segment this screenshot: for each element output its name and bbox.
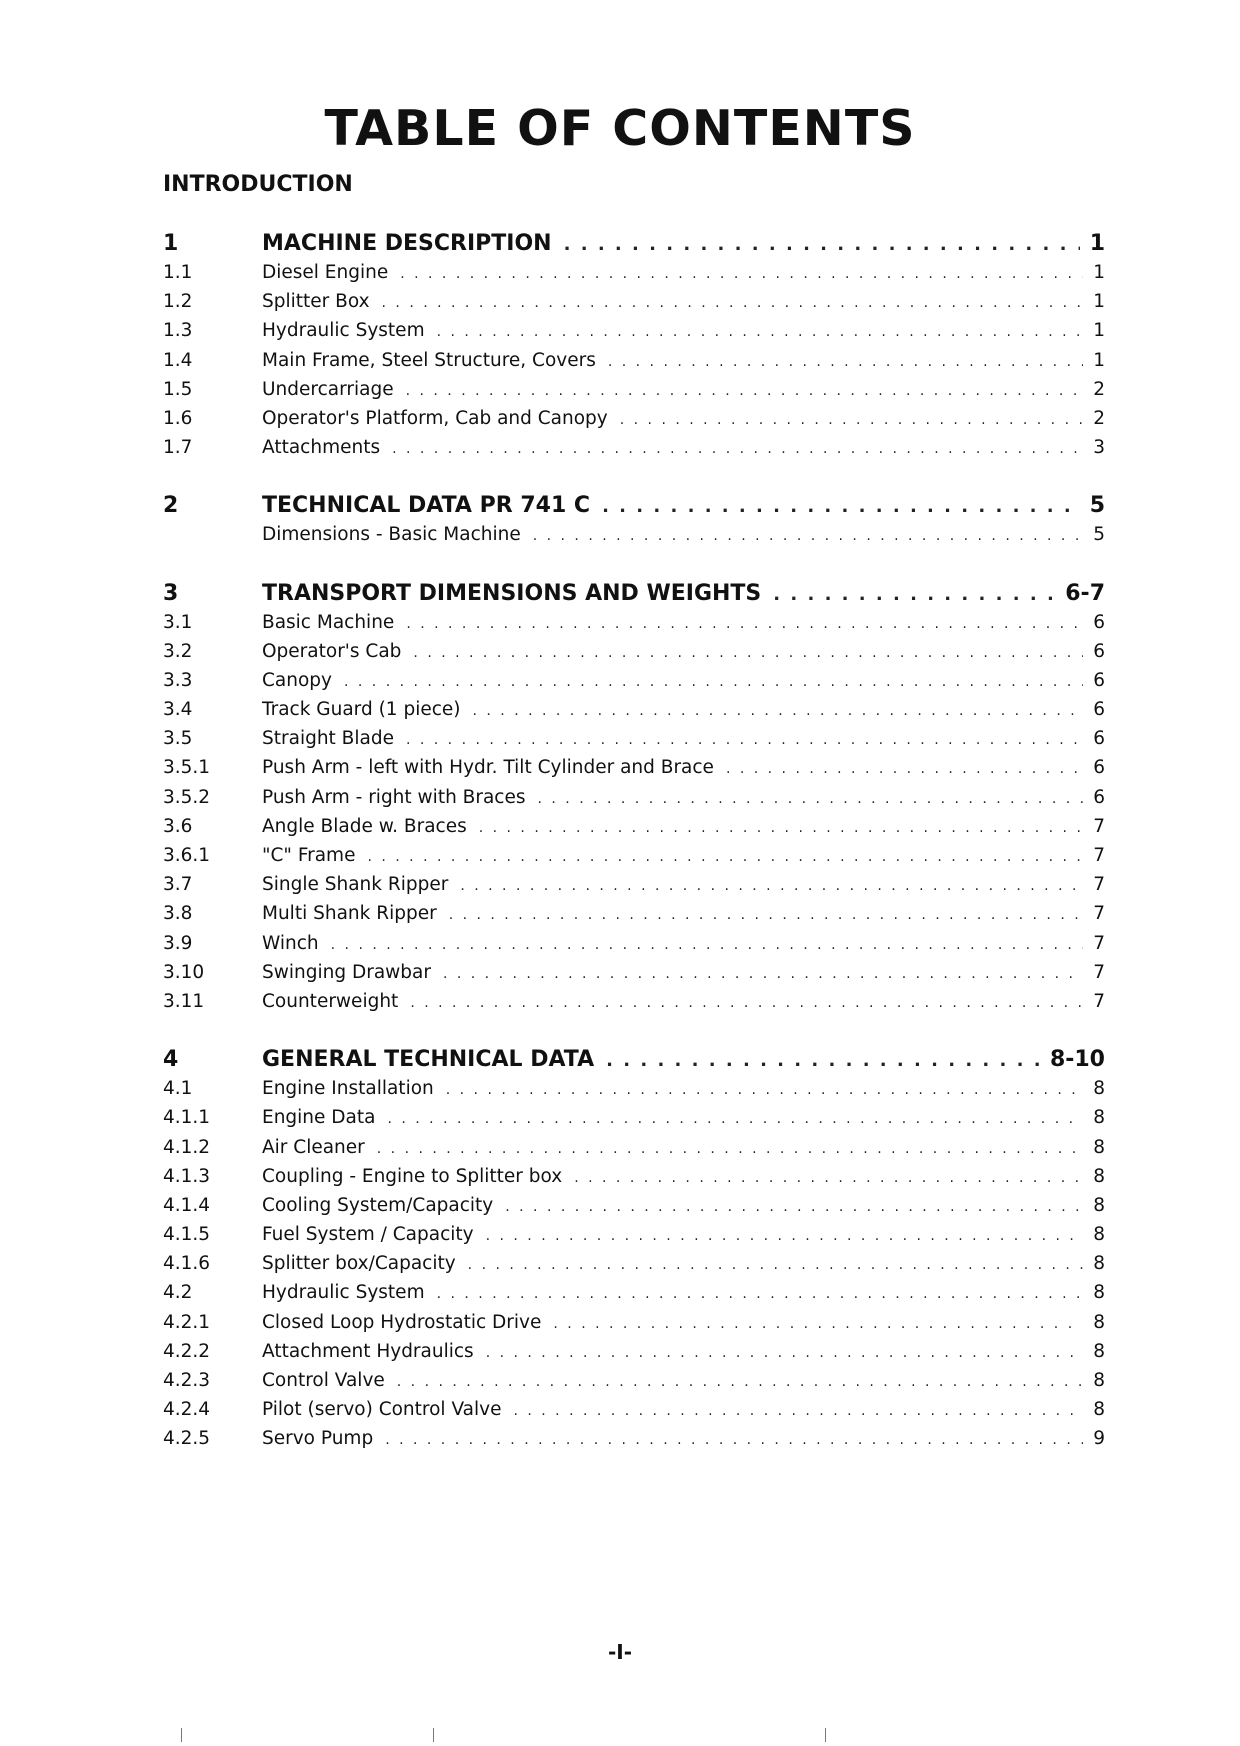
- entry-title: Control Valve: [262, 1370, 385, 1391]
- dot-leader: [460, 878, 1083, 894]
- dot-leader: [449, 907, 1084, 923]
- entry-title: Coupling - Engine to Splitter box: [262, 1165, 563, 1187]
- entry-title: Push Arm - left with Hydr. Tilt Cylinder and Brace: [262, 757, 714, 779]
- dot-leader: [385, 1432, 1083, 1448]
- entry-number: 4.1.6: [163, 1253, 211, 1275]
- entry-title: Straight Blade: [262, 728, 394, 750]
- entry-title: Servo Pump: [262, 1428, 374, 1450]
- entry-page: 5: [1093, 524, 1105, 546]
- entry-title: Dimensions - Basic Machine: [262, 524, 521, 546]
- entry-title: Splitter Box: [262, 291, 370, 313]
- section-title: MACHINE DESCRIPTION: [262, 231, 552, 256]
- dot-leader: [367, 849, 1083, 865]
- dot-leader: [538, 791, 1084, 807]
- page-title: TABLE OF CONTENTS: [324, 100, 916, 157]
- entry-number: 4.2.2: [163, 1340, 211, 1362]
- entry-page: 2: [1093, 407, 1105, 429]
- toc-entry-row: [163, 612, 1105, 641]
- dot-leader: [406, 732, 1083, 748]
- scan-mark: [181, 1728, 182, 1742]
- section-title: TRANSPORT DIMENSIONS AND WEIGHTS: [262, 580, 762, 606]
- dot-leader: [620, 412, 1083, 428]
- entry-page: 6: [1093, 728, 1105, 750]
- toc-section: [163, 231, 1105, 466]
- entry-number: 3.6: [163, 815, 193, 837]
- entry-page: 1: [1093, 291, 1105, 313]
- entry-title: Diesel Engine: [262, 262, 389, 283]
- toc-entry-row: [163, 670, 1105, 699]
- dot-leader: [486, 1345, 1084, 1361]
- entry-number: 3.5: [163, 728, 193, 750]
- entry-page: 6: [1093, 699, 1105, 721]
- toc-section: [163, 581, 1105, 1021]
- entry-number: 3.9: [163, 932, 193, 954]
- entry-page: 1: [1093, 320, 1105, 342]
- scan-mark: [433, 1728, 434, 1742]
- dot-leader: [564, 234, 1080, 255]
- entry-number: 3.4: [163, 699, 193, 721]
- dot-leader: [392, 441, 1083, 457]
- toc-entry-row: [163, 845, 1105, 874]
- dot-leader: [446, 1082, 1083, 1098]
- entry-page: 8: [1093, 1107, 1105, 1129]
- entry-title: Operator's Cab: [262, 640, 402, 662]
- toc-entry-row: [163, 262, 1105, 291]
- toc-entry-row: [163, 1195, 1105, 1224]
- entry-title: Multi Shank Ripper: [262, 903, 437, 925]
- entry-number: 4.1.1: [163, 1107, 211, 1129]
- entry-page: 8: [1093, 1224, 1105, 1246]
- toc-entry-row: [163, 699, 1105, 728]
- toc-entry-row: [163, 437, 1105, 466]
- toc-entry-row: [163, 1341, 1105, 1370]
- dot-leader: [473, 703, 1084, 719]
- toc-entry-row: [163, 1399, 1105, 1428]
- entry-title: Push Arm - right with Braces: [262, 786, 526, 808]
- entry-number: 3.8: [163, 903, 193, 925]
- entry-number: 3.10: [163, 961, 205, 983]
- entry-title: Undercarriage: [262, 378, 394, 400]
- entry-number: 1.3: [163, 320, 193, 342]
- toc-entry-row: [163, 1078, 1105, 1107]
- entry-title: Basic Machine: [262, 611, 395, 633]
- entry-number: 1.1: [163, 262, 193, 283]
- entry-title: Winch: [262, 932, 319, 954]
- section-number: 2: [163, 493, 179, 519]
- entry-page: 2: [1093, 378, 1105, 400]
- entry-page: 6: [1093, 640, 1105, 662]
- section-heading-row: [163, 231, 1105, 262]
- entry-number: 3.2: [163, 640, 193, 662]
- dot-leader: [479, 820, 1083, 836]
- section-heading-row: [163, 581, 1105, 612]
- entry-title: Hydraulic System: [262, 1282, 425, 1304]
- toc-entry-row: [163, 1370, 1105, 1399]
- entry-title: Engine Data: [262, 1107, 376, 1129]
- toc-entry-row: [163, 1312, 1105, 1341]
- entry-title: Angle Blade w. Braces: [262, 815, 467, 837]
- entry-number: 4.2.5: [163, 1428, 211, 1450]
- toc-entry-row: [163, 320, 1105, 349]
- entry-number: 3.3: [163, 669, 193, 691]
- dot-leader: [468, 1257, 1084, 1273]
- entry-number: 4.1: [163, 1078, 193, 1100]
- dot-leader: [505, 1199, 1083, 1215]
- table-of-contents: [163, 231, 1105, 1485]
- toc-entry-row: [163, 1253, 1105, 1282]
- dot-leader: [331, 937, 1084, 953]
- toc-entry-row: [163, 1428, 1105, 1457]
- toc-entry-row: [163, 903, 1105, 932]
- entry-title: Air Cleaner: [262, 1136, 365, 1158]
- entry-page: 8: [1093, 1165, 1105, 1187]
- dot-leader: [606, 1050, 1040, 1071]
- dot-leader: [553, 1316, 1083, 1332]
- toc-entry-row: [163, 524, 1105, 553]
- section-page: 1: [1089, 231, 1105, 256]
- entry-title: Fuel System / Capacity: [262, 1224, 474, 1246]
- entry-page: 6: [1093, 757, 1105, 779]
- dot-leader: [533, 528, 1084, 544]
- dot-leader: [608, 354, 1083, 370]
- toc-entry-row: [163, 641, 1105, 670]
- dot-leader: [726, 761, 1083, 777]
- entry-number: 1.7: [163, 437, 193, 459]
- entry-number: 1.4: [163, 349, 193, 371]
- entry-number: 4.1.3: [163, 1165, 211, 1187]
- toc-entry-row: [163, 291, 1105, 320]
- entry-number: 3.5.1: [163, 757, 211, 779]
- entry-number: 4.2: [163, 1282, 193, 1304]
- dot-leader: [437, 1286, 1084, 1302]
- entry-page: 8: [1093, 1194, 1105, 1216]
- dot-leader: [382, 295, 1084, 311]
- entry-page: 8: [1093, 1399, 1105, 1421]
- toc-section: [163, 1047, 1105, 1457]
- entry-title: Operator's Platform, Cab and Canopy: [262, 407, 608, 429]
- entry-title: Engine Installation: [262, 1078, 434, 1100]
- dot-leader: [443, 966, 1083, 982]
- entry-number: 3.7: [163, 874, 193, 896]
- toc-entry-row: [163, 787, 1105, 816]
- dot-leader: [406, 383, 1084, 399]
- dot-leader: [397, 1374, 1083, 1390]
- dot-leader: [410, 995, 1083, 1011]
- dot-leader: [400, 266, 1083, 282]
- entry-page: 3: [1093, 437, 1105, 459]
- entry-title: Closed Loop Hydrostatic Drive: [262, 1311, 542, 1333]
- section-heading-row: [163, 493, 1105, 524]
- entry-number: 4.1.4: [163, 1194, 211, 1216]
- introduction-heading: INTRODUCTION: [163, 172, 353, 197]
- entry-page: 7: [1093, 845, 1105, 866]
- dot-leader: [387, 1111, 1083, 1127]
- dot-leader: [773, 584, 1055, 605]
- scan-mark: [825, 1728, 826, 1742]
- toc-entry-row: [163, 408, 1105, 437]
- entry-title: Cooling System/Capacity: [262, 1194, 494, 1216]
- entry-page: 8: [1093, 1078, 1105, 1100]
- entry-title: Pilot (servo) Control Valve: [262, 1399, 502, 1421]
- entry-number: 4.1.5: [163, 1224, 211, 1246]
- toc-entry-row: [163, 1107, 1105, 1136]
- toc-section: [163, 493, 1105, 553]
- toc-entry-row: [163, 1137, 1105, 1166]
- entry-page: 1: [1093, 262, 1105, 283]
- section-number: 1: [163, 231, 179, 256]
- toc-entry-row: [163, 757, 1105, 786]
- toc-entry-row: [163, 350, 1105, 379]
- section-heading-row: [163, 1047, 1105, 1078]
- dot-leader: [413, 645, 1083, 661]
- entry-number: 1.5: [163, 378, 193, 400]
- entry-page: 7: [1093, 874, 1105, 896]
- page-number: -I-: [607, 1640, 633, 1664]
- toc-entry-row: [163, 874, 1105, 903]
- entry-page: 8: [1093, 1136, 1105, 1158]
- dot-leader: [574, 1170, 1083, 1186]
- toc-entry-row: [163, 933, 1105, 962]
- section-number: 3: [163, 580, 179, 606]
- section-page: 6-7: [1065, 580, 1105, 606]
- entry-page: 7: [1093, 903, 1105, 925]
- entry-page: 7: [1093, 815, 1105, 837]
- dot-leader: [513, 1403, 1083, 1419]
- section-page: 5: [1089, 493, 1105, 519]
- entry-title: Track Guard (1 piece): [262, 699, 461, 721]
- toc-entry-row: [163, 962, 1105, 991]
- dot-leader: [344, 674, 1083, 690]
- entry-title: Single Shank Ripper: [262, 874, 449, 896]
- entry-number: 4.2.3: [163, 1370, 211, 1391]
- toc-entry-row: [163, 1282, 1105, 1311]
- entry-page: 7: [1093, 961, 1105, 983]
- entry-title: Attachments: [262, 437, 381, 459]
- entry-number: 4.2.1: [163, 1311, 211, 1333]
- section-page: 8-10: [1049, 1047, 1105, 1073]
- entry-number: 3.11: [163, 990, 205, 1012]
- entry-title: Main Frame, Steel Structure, Covers: [262, 349, 596, 371]
- entry-number: 4.1.2: [163, 1136, 211, 1158]
- entry-title: Splitter box/Capacity: [262, 1253, 456, 1275]
- section-title: TECHNICAL DATA PR 741 C: [262, 493, 591, 519]
- entry-title: Hydraulic System: [262, 320, 425, 342]
- entry-page: 6: [1093, 669, 1105, 691]
- toc-entry-row: [163, 1166, 1105, 1195]
- entry-number: 1.2: [163, 291, 193, 313]
- entry-number: 3.6.1: [163, 845, 211, 866]
- entry-number: 3.1: [163, 611, 193, 633]
- entry-page: 7: [1093, 932, 1105, 954]
- section-number: 4: [163, 1047, 179, 1073]
- dot-leader: [406, 616, 1083, 632]
- dot-leader: [486, 1228, 1084, 1244]
- toc-entry-row: [163, 991, 1105, 1020]
- entry-number: 3.5.2: [163, 786, 211, 808]
- toc-entry-row: [163, 728, 1105, 757]
- entry-page: 8: [1093, 1311, 1105, 1333]
- toc-entry-row: [163, 379, 1105, 408]
- toc-entry-row: [163, 816, 1105, 845]
- entry-number: 4.2.4: [163, 1399, 211, 1421]
- dot-leader: [437, 324, 1084, 340]
- entry-page: 6: [1093, 786, 1105, 808]
- section-title: GENERAL TECHNICAL DATA: [262, 1047, 595, 1073]
- entry-page: 8: [1093, 1253, 1105, 1275]
- entry-page: 7: [1093, 990, 1105, 1012]
- dot-leader: [377, 1141, 1083, 1157]
- entry-title: Swinging Drawbar: [262, 961, 431, 983]
- entry-page: 6: [1093, 611, 1105, 633]
- entry-title: Canopy: [262, 669, 332, 691]
- toc-entry-row: [163, 1224, 1105, 1253]
- entry-page: 9: [1093, 1428, 1105, 1450]
- entry-title: Attachment Hydraulics: [262, 1340, 474, 1362]
- entry-page: 8: [1093, 1282, 1105, 1304]
- entry-title: Counterweight: [262, 990, 399, 1012]
- entry-page: 8: [1093, 1340, 1105, 1362]
- entry-page: 1: [1093, 349, 1105, 371]
- entry-title: "C" Frame: [262, 845, 356, 866]
- entry-number: 1.6: [163, 407, 193, 429]
- entry-page: 8: [1093, 1370, 1105, 1391]
- dot-leader: [602, 496, 1080, 517]
